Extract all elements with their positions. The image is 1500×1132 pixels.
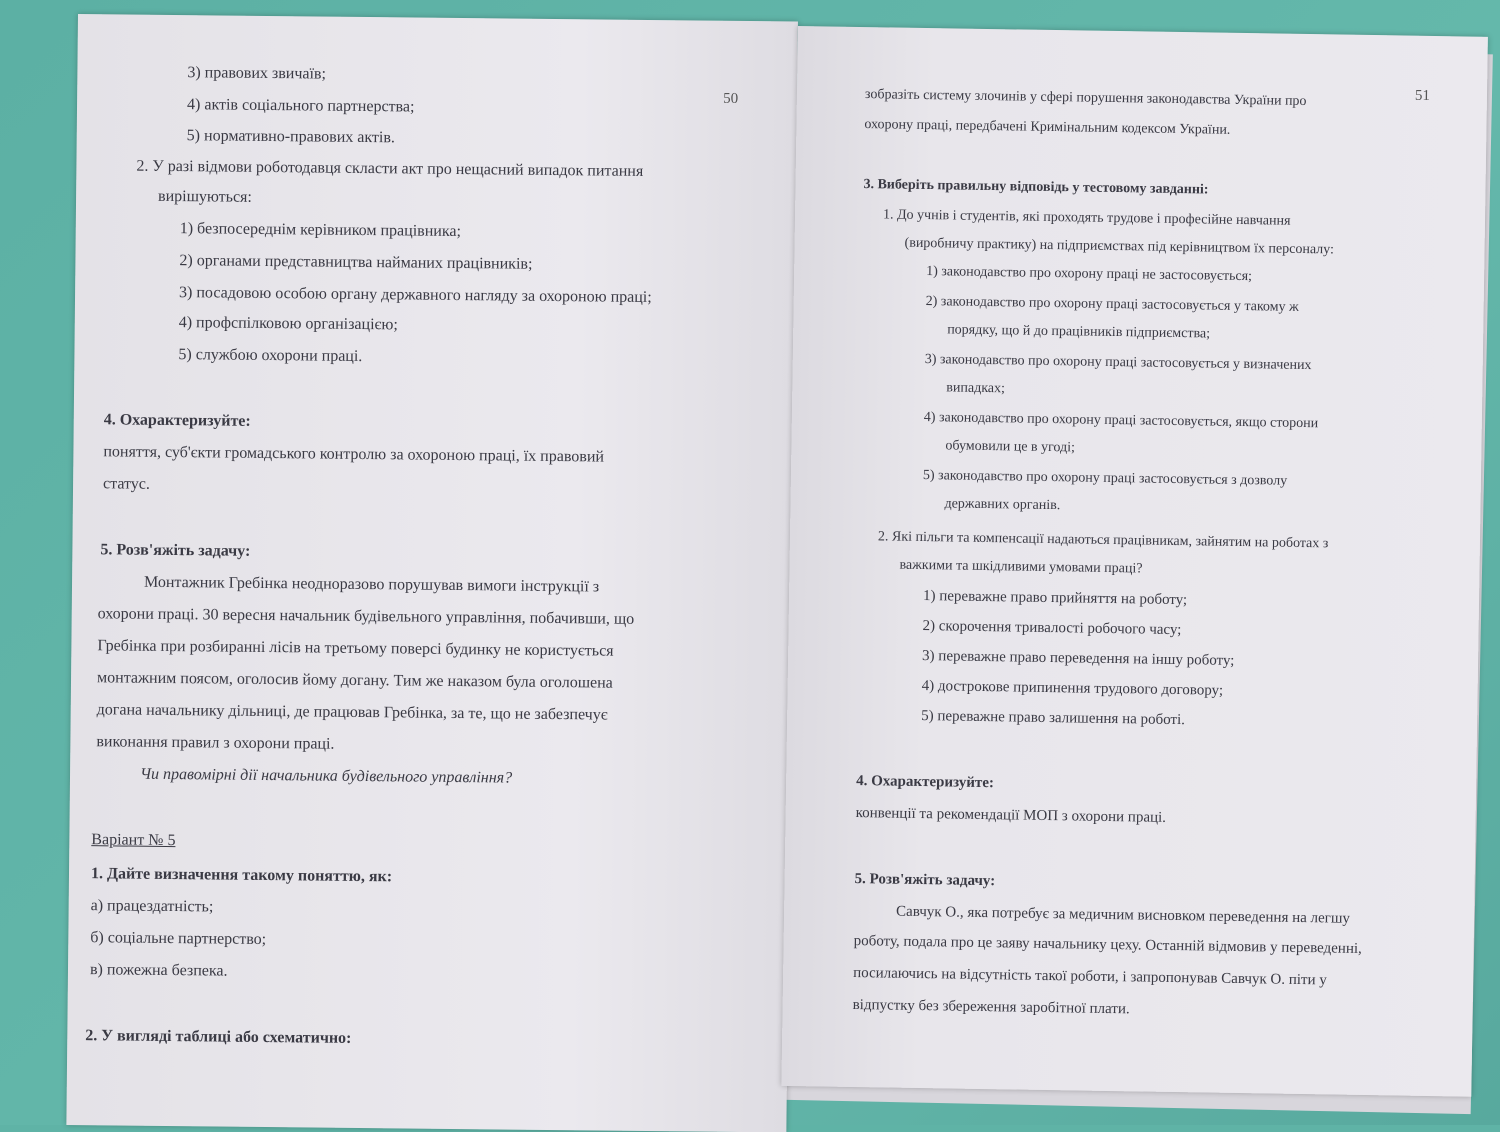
list-item: б) соціальне партнерство;	[90, 929, 267, 949]
section-text: конвенції та рекомендації МОП з охорони праці.	[855, 805, 1167, 826]
section-heading: 5. Розв'яжіть задачу:	[100, 541, 251, 560]
section-text: охорону праці, передбачені Кримінальним кодексом України.	[864, 117, 1231, 138]
answer-option: 5) законодавство про охорону праці застосовується з дозволу	[922, 468, 1288, 489]
answer-option: 5) службою охорони праці.	[178, 346, 363, 365]
task-text: виконання правил з охорони праці.	[96, 733, 335, 753]
right-page	[781, 26, 1488, 1097]
task-text: посилаючись на відсутність такої роботи, і запропонував Савчук О. піти у	[853, 964, 1327, 989]
task-text: роботу, подала про це заяву начальнику цеху. Останній відмовив у переведенні,	[853, 932, 1362, 957]
list-item: 5) нормативно-правових актів.	[186, 127, 396, 147]
list-item: а) працездатність;	[90, 897, 214, 916]
question-text: (виробничу практику) на підприємствах під керівництвом їх персоналу:	[904, 235, 1335, 258]
page-number: 51	[1414, 87, 1431, 104]
variant-title: Варіант № 5	[91, 831, 176, 850]
answer-option: 4) профспілковою організацією;	[178, 314, 398, 334]
answer-option: порядку, що й до працівників підприємства;	[947, 322, 1211, 342]
section-text: статус.	[102, 475, 151, 493]
task-text: монтажним поясом, оголосив йому догану. Тим же наказом була оголошена	[96, 669, 613, 692]
answer-option: державних органів.	[944, 496, 1061, 514]
answer-option: обумовили це в угоді;	[945, 438, 1076, 456]
answer-option: 1) безпосереднім керівником працівника;	[179, 220, 462, 241]
answer-option: 3) переважне право переведення на іншу роботу;	[921, 648, 1235, 669]
question-text: 2. Які пільги та компенсації надаються працівникам, зайнятим на роботах з	[877, 529, 1329, 552]
answer-option: 3) законодавство про охорону праці застосовується у визначених	[924, 352, 1312, 374]
section-text: зобразіть систему злочинів у сфері порушення законодавства України про	[864, 87, 1307, 109]
answer-option: 4) дострокове припинення трудового договору;	[921, 678, 1224, 699]
answer-option: 5) переважне право залишення на роботі.	[921, 708, 1186, 729]
section-text: поняття, суб'єкти громадського контролю за охороною праці, їх правовий	[103, 443, 605, 466]
task-text: Монтажник Гребінка неодноразово порушував вимоги інструкції з	[143, 573, 600, 596]
answer-option: 2) органами представництва найманих працівників;	[179, 252, 533, 273]
section-heading: 1. Дайте визначення такому поняттю, як:	[90, 865, 393, 886]
task-question: Чи правомірні дії начальника будівельного управління?	[139, 765, 513, 787]
answer-option: 2) законодавство про охорону праці застосовується у такому ж	[925, 294, 1299, 315]
answer-option: 3) посадовою особою органу державного нагляду за охороною праці;	[178, 284, 652, 307]
task-text: Савчук О., яка потребує за медичним висновком переведення на легшу	[895, 903, 1351, 927]
answer-option: випадках;	[946, 380, 1006, 397]
answer-option: 1) переважне право прийняття на роботу;	[922, 588, 1188, 609]
list-item: в) пожежна безпека.	[89, 961, 228, 980]
question-text: вирішуються:	[158, 187, 253, 206]
task-text: догана начальнику дільниці, де працював Гребінка, за те, що не забезпечує	[96, 701, 608, 724]
page-number: 50	[723, 90, 739, 107]
section-heading: 4. Охарактеризуйте:	[103, 411, 251, 430]
question-text: важкими та шкідливими умовами праці?	[899, 557, 1143, 577]
question-text: 2. У разі відмови роботодавця скласти акт про нещасний випадок питання	[136, 157, 644, 180]
answer-option: 1) законодавство про охорону праці не застосовується;	[926, 264, 1253, 285]
task-text: Гребінка при розбиранні лісів на третьому поверсі будинку не користується	[97, 637, 614, 660]
left-page	[66, 14, 798, 1132]
list-item: 3) правових звичаїв;	[187, 64, 327, 83]
task-text: охорони праці. 30 вересня начальник будівельного управління, побачивши, що	[97, 605, 635, 628]
section-heading: 5. Розв'яжіть задачу:	[854, 870, 996, 890]
answer-option: 2) скорочення тривалості робочого часу;	[922, 618, 1182, 639]
section-heading: 4. Охарактеризуйте:	[856, 773, 995, 792]
answer-option: 4) законодавство про охорону праці застосовується, якщо сторони	[923, 410, 1319, 432]
task-text: відпустку без збереження заробітної плати.	[852, 996, 1130, 1018]
list-item: 4) актів соціального партнерства;	[186, 96, 415, 116]
question-text: 1. До учнів і студентів, які проходять трудове і професійне навчання	[882, 207, 1291, 229]
section-heading: 3. Виберіть правильну відповідь у тестовому завданні:	[863, 177, 1209, 198]
section-heading: 2. У вигляді таблиці або схематично:	[85, 1027, 352, 1047]
